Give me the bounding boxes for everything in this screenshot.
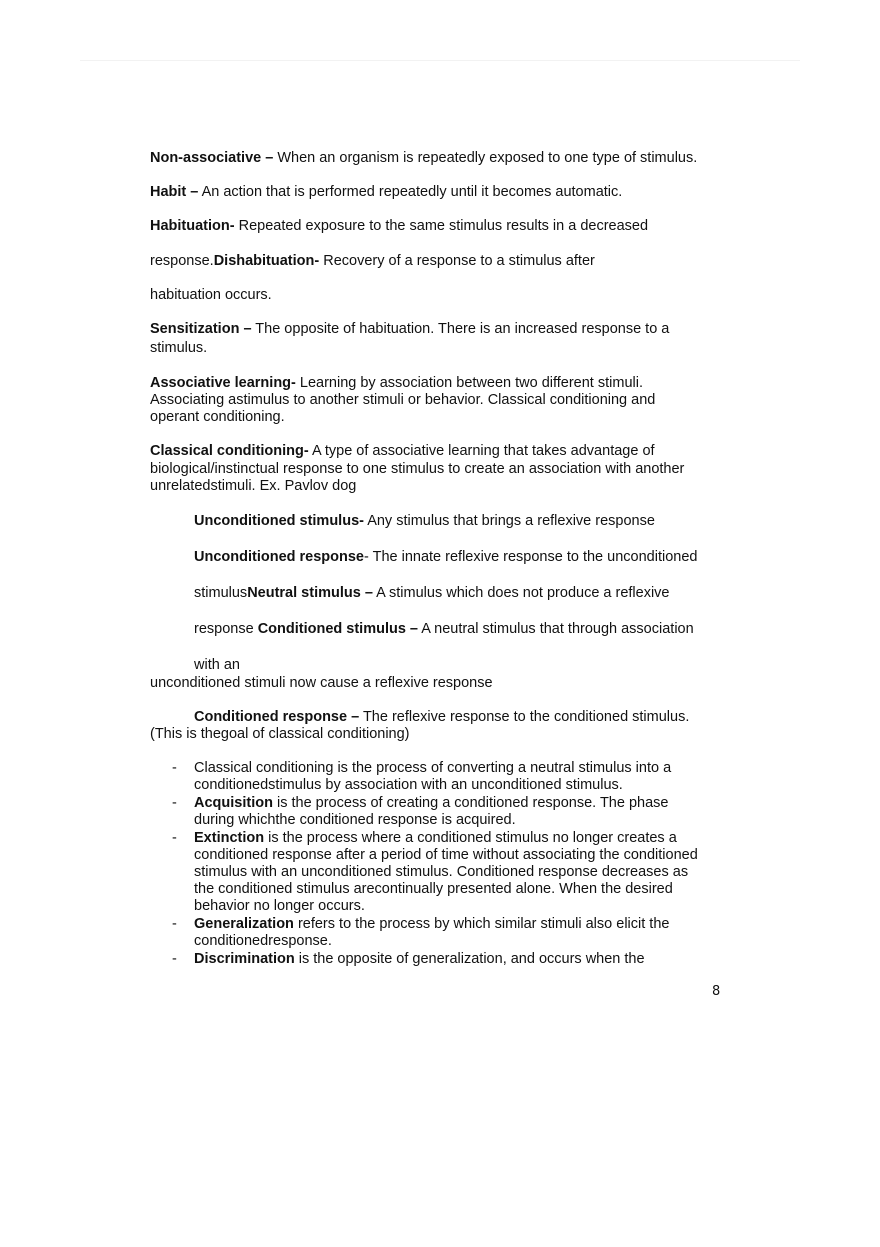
definition: is the process where a conditioned stimulus no longer creates a [264,830,677,846]
term: Neutral stimulus – [247,585,373,601]
definition: is the process of creating a conditioned response. The phase [272,795,669,811]
definition: - The innate reflexive response to the unconditioned [364,549,698,565]
def-sensitization [150,321,669,338]
def-conditioned-response [194,709,689,726]
def-non-associative [150,150,697,167]
definition: A stimulus which does not produce a reflexive [372,585,670,601]
def-dishabituation [150,253,595,270]
definition: An action that is performed repeatedly until it becomes automatic. [198,184,623,200]
bullet-extinction-l2: conditioned response after a period of time without associating the conditioned [194,847,698,863]
term: Conditioned stimulus – [257,621,418,637]
page-number: 8 [712,984,721,999]
bullet-generalization-l1 [194,916,669,933]
def-associative-l2: Associating astimulus to another stimuli or behavior. Classical conditioning and [150,392,656,408]
bullet-classical-l2: conditionedstimulus by association with an unconditioned stimulus. [194,777,623,793]
def-habit [150,184,622,201]
def-dishabituation-cont: habituation occurs. [150,287,272,303]
bullet-generalization-l2: conditionedresponse. [194,933,332,949]
bullet-extinction-l4: the conditioned stimulus arecontinually presented alone. When the desired [194,881,673,897]
term: Generalization [194,916,294,932]
def-conditioned-stimulus-l3: unconditioned stimuli now cause a reflexive response [150,675,493,691]
page-top-rule [80,60,800,61]
definition: Any stimulus that brings a reflexive response [363,513,655,529]
definition: A neutral stimulus that through association [418,621,694,637]
bullet-discrimination-l1 [194,951,645,968]
term: Unconditioned response [194,549,364,565]
term: Associative learning- [150,375,296,391]
def-unconditioned-response [194,549,697,566]
bullet-dash: - [172,760,177,776]
definition: Repeated exposure to the same stimulus results in a decreased [234,218,649,234]
def-neutral-stimulus [194,585,670,602]
def-unconditioned-stimulus [194,513,655,530]
def-sensitization-cont: stimulus. [150,340,208,356]
definition: The opposite of habituation. There is an increased response to a [251,321,670,337]
term: Habituation- [150,218,235,234]
def-conditioned-response-l2: (This is thegoal of classical conditioning) [150,726,410,742]
term: Unconditioned stimulus- [194,513,364,529]
definition: Learning by association between two different stimuli. [295,375,643,391]
definition: refers to the process by which similar stimuli also elicit the [293,916,670,932]
term: Non-associative – [150,150,274,166]
term: Extinction [194,830,265,846]
bullet-extinction-l1 [194,830,677,847]
def-classical-conditioning [150,443,655,460]
definition: When an organism is repeatedly exposed to one type of stimulus. [273,150,698,166]
term: Dishabituation- [213,253,320,269]
bullet-dash: - [172,951,177,967]
definition: The reflexive response to the conditioned stimulus. [359,709,690,725]
definition: is the opposite of generalization, and occurs when the [294,951,645,967]
definition: Recovery of a response to a stimulus after [319,253,595,269]
bullet-acquisition-l2: during whichthe conditioned response is acquired. [194,812,516,828]
term: Habit – [150,184,199,200]
term: Conditioned response – [194,709,360,725]
term: Sensitization – [150,321,252,337]
term: Discrimination [194,951,295,967]
def-associative-learning [150,375,643,392]
bullet-dash: - [172,830,177,846]
bullet-dash: - [172,795,177,811]
def-classical-l3: unrelatedstimuli. Ex. Pavlov dog [150,478,357,494]
term: Acquisition [194,795,273,811]
def-classical-l2: biological/instinctual response to one stimulus to create an association with another [150,461,685,477]
def-associative-l3: operant conditioning. [150,409,285,425]
lead-text: stimulus [194,585,248,601]
definition: A type of associative learning that takes advantage of [308,443,655,459]
lead-text: response. [150,253,214,269]
bullet-classical-l1: Classical conditioning is the process of converting a neutral stimulus into a [194,760,672,776]
def-conditioned-stimulus-l2: with an [194,657,240,673]
bullet-extinction-l5: behavior no longer occurs. [194,898,365,914]
bullet-dash: - [172,916,177,932]
def-conditioned-stimulus [194,621,694,638]
def-habituation [150,218,648,235]
bullet-extinction-l3: stimulus with an unconditioned stimulus. Conditioned response decreases as [194,864,689,880]
term: Classical conditioning- [150,443,309,459]
lead-text: response [194,621,258,637]
bullet-acquisition-l1 [194,795,668,812]
